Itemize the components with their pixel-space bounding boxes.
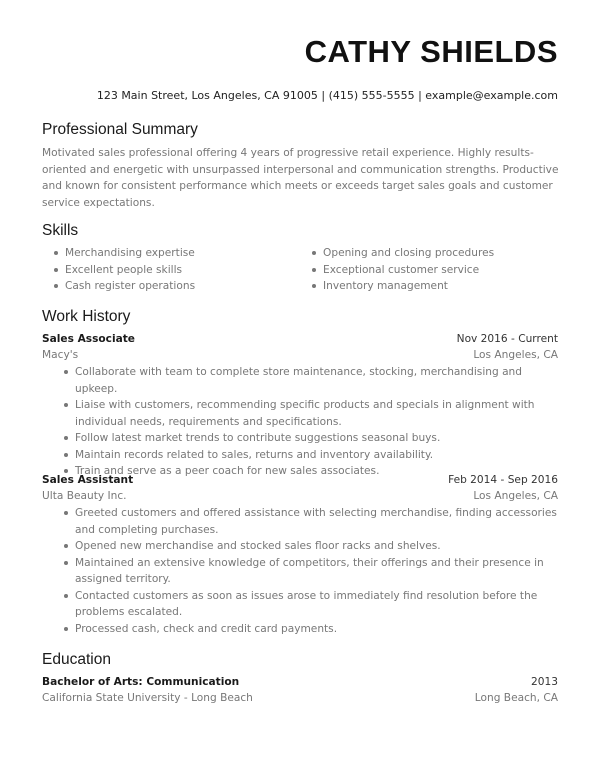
list-item: Processed cash, check and credit card payments. (62, 621, 562, 638)
skills-right-list (310, 245, 494, 295)
work-history-heading: Work History (42, 308, 131, 325)
list-item: Maintained an extensive knowledge of competitors, their offerings and their presence in assigned territory. (62, 555, 562, 588)
school-row (42, 691, 558, 705)
skill-item: Opening and closing procedures (310, 245, 494, 262)
skills-left-list (52, 245, 195, 295)
job-dates: Feb 2014 - Sep 2016 (448, 474, 558, 486)
school-name: California State University - Long Beach (42, 692, 253, 704)
degree-field: Communication (146, 676, 240, 688)
job-company-row (42, 489, 558, 503)
degree-name: Bachelor of Arts (42, 676, 139, 688)
list-item: Collaborate with team to complete store maintenance, stocking, merchandising and upkeep. (62, 364, 562, 397)
degree: Bachelor of Arts: Communication (42, 676, 240, 688)
job-header (42, 332, 558, 346)
job-title: Sales Assistant (42, 474, 134, 486)
list-item: Follow latest market trends to contribute suggestions seasonal buys. (62, 430, 562, 447)
list-item: Maintain records related to sales, returns and inventory availability. (62, 447, 562, 464)
education-heading: Education (42, 651, 111, 668)
graduation-year: 2013 (531, 676, 558, 688)
skill-item: Merchandising expertise (52, 245, 195, 262)
skill-item: Inventory management (310, 278, 494, 295)
job-duties-list (62, 364, 562, 480)
job-dates: Nov 2016 - Current (456, 333, 558, 345)
list-item: Opened new merchandise and stocked sales floor racks and shelves. (62, 538, 562, 555)
job-location: Los Angeles, CA (473, 349, 558, 361)
job-duties-list (62, 505, 562, 637)
company-name: Ulta Beauty Inc. (42, 490, 127, 502)
school-location: Long Beach, CA (474, 692, 558, 704)
job-location: Los Angeles, CA (473, 490, 558, 502)
summary-heading: Professional Summary (42, 121, 198, 138)
summary-text: Motivated sales professional offering 4 years of progressive retail experience. Highly results-oriented and energetic with unsurpassed interpersonal and communication strengths. Productive and known for consistent performance which meets or exceeds target sales goals and customer service expectations. (42, 147, 559, 209)
list-item: Liaise with customers, recommending specific products and specials in alignment with individual needs, requirements and specifications. (62, 397, 562, 430)
list-item: Contacted customers as soon as issues arose to immediately find resolution before the problems escalated. (62, 588, 562, 621)
degree-row (42, 675, 558, 689)
contact-info: 123 Main Street, Los Angeles, CA 91005 | (415) 555-5555 | example@example.com (96, 89, 558, 102)
list-item: Train and serve as a peer coach for new sales associates. (62, 463, 562, 480)
skill-item: Excellent people skills (52, 262, 195, 279)
job-company-row (42, 348, 558, 362)
resume-name: CATHY SHIELDS (304, 34, 558, 69)
job-header (42, 473, 558, 487)
skill-item: Exceptional customer service (310, 262, 494, 279)
job-title: Sales Associate (42, 333, 135, 345)
company-name: Macy's (42, 349, 79, 361)
list-item: Greeted customers and offered assistance with selecting merchandise, finding accessories and completing purchases. (62, 505, 562, 538)
skill-item: Cash register operations (52, 278, 195, 295)
skills-heading: Skills (42, 222, 79, 239)
